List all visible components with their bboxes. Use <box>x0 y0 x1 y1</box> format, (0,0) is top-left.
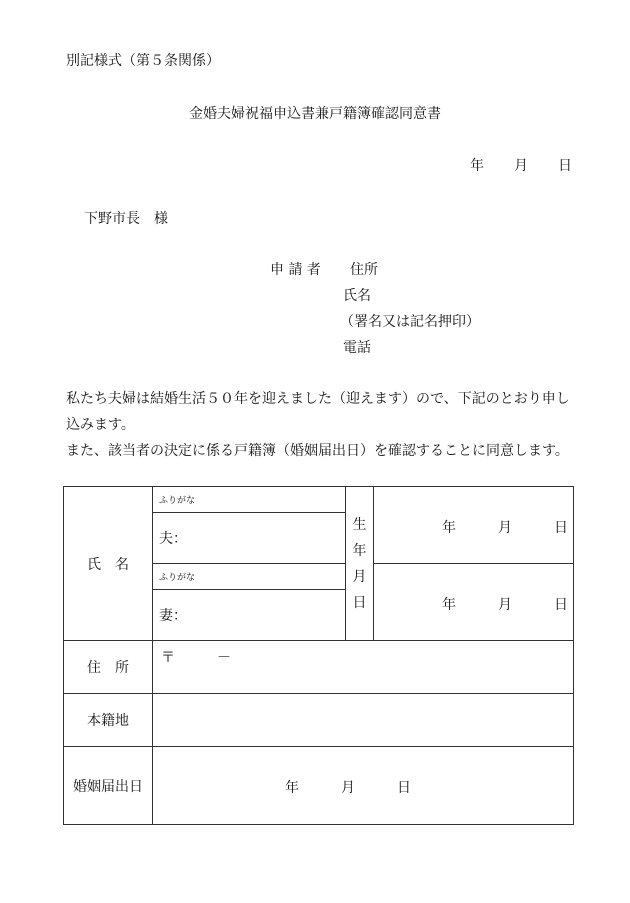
marriage-date-cell[interactable]: 年 月 日 <box>153 747 574 825</box>
postal-code: 〒 － <box>161 650 231 666</box>
body-line-1: 私たち夫婦は結婚生活５０年を迎えました（迎えます）ので、下記のとおり申し込みます。 <box>66 391 570 433</box>
date-month: 月 <box>514 158 528 174</box>
address-label-cell: 住 所 <box>64 641 153 694</box>
body-text <box>66 386 576 464</box>
date-day: 日 <box>558 158 572 174</box>
birthday-label-cell: 生 年 月 日 <box>346 487 374 641</box>
addressee: 下野市長 様 <box>84 211 168 227</box>
honseki-cell[interactable] <box>153 694 574 747</box>
applicant-sign-note: （署名又は記名押印） <box>340 314 480 330</box>
husband-furigana-cell[interactable]: ふりがな <box>153 487 346 513</box>
honseki-label-cell: 本籍地 <box>64 694 153 747</box>
date-year: 年 <box>470 158 484 174</box>
application-table <box>63 486 574 825</box>
form-label: 別記様式（第５条関係） <box>66 53 220 69</box>
applicant-role: 申 請 者 <box>270 262 321 278</box>
document-title: 金婚夫婦祝福申込書兼戸籍簿確認同意書 <box>189 106 441 122</box>
wife-furigana-cell[interactable]: ふりがな <box>153 564 346 590</box>
applicant-address-label: 住所 <box>350 262 378 278</box>
wife-birthday-cell[interactable]: 年 月 日 <box>374 564 574 641</box>
body-line-2: また、該当者の決定に係る戸籍簿（婚姻届出日）を確認することに同意します。 <box>66 443 569 459</box>
applicant-name-label: 氏名 <box>343 288 371 304</box>
husband-name-cell[interactable]: 夫： <box>153 513 346 564</box>
name-label-cell: 氏 名 <box>64 487 153 641</box>
wife-name-cell[interactable]: 妻： <box>153 590 346 641</box>
date-line <box>470 155 572 175</box>
husband-birthday-cell[interactable]: 年 月 日 <box>374 487 574 564</box>
address-cell[interactable] <box>153 641 574 694</box>
applicant-phone-label: 電話 <box>343 340 371 356</box>
marriage-date-label-cell: 婚姻届出日 <box>64 747 153 825</box>
